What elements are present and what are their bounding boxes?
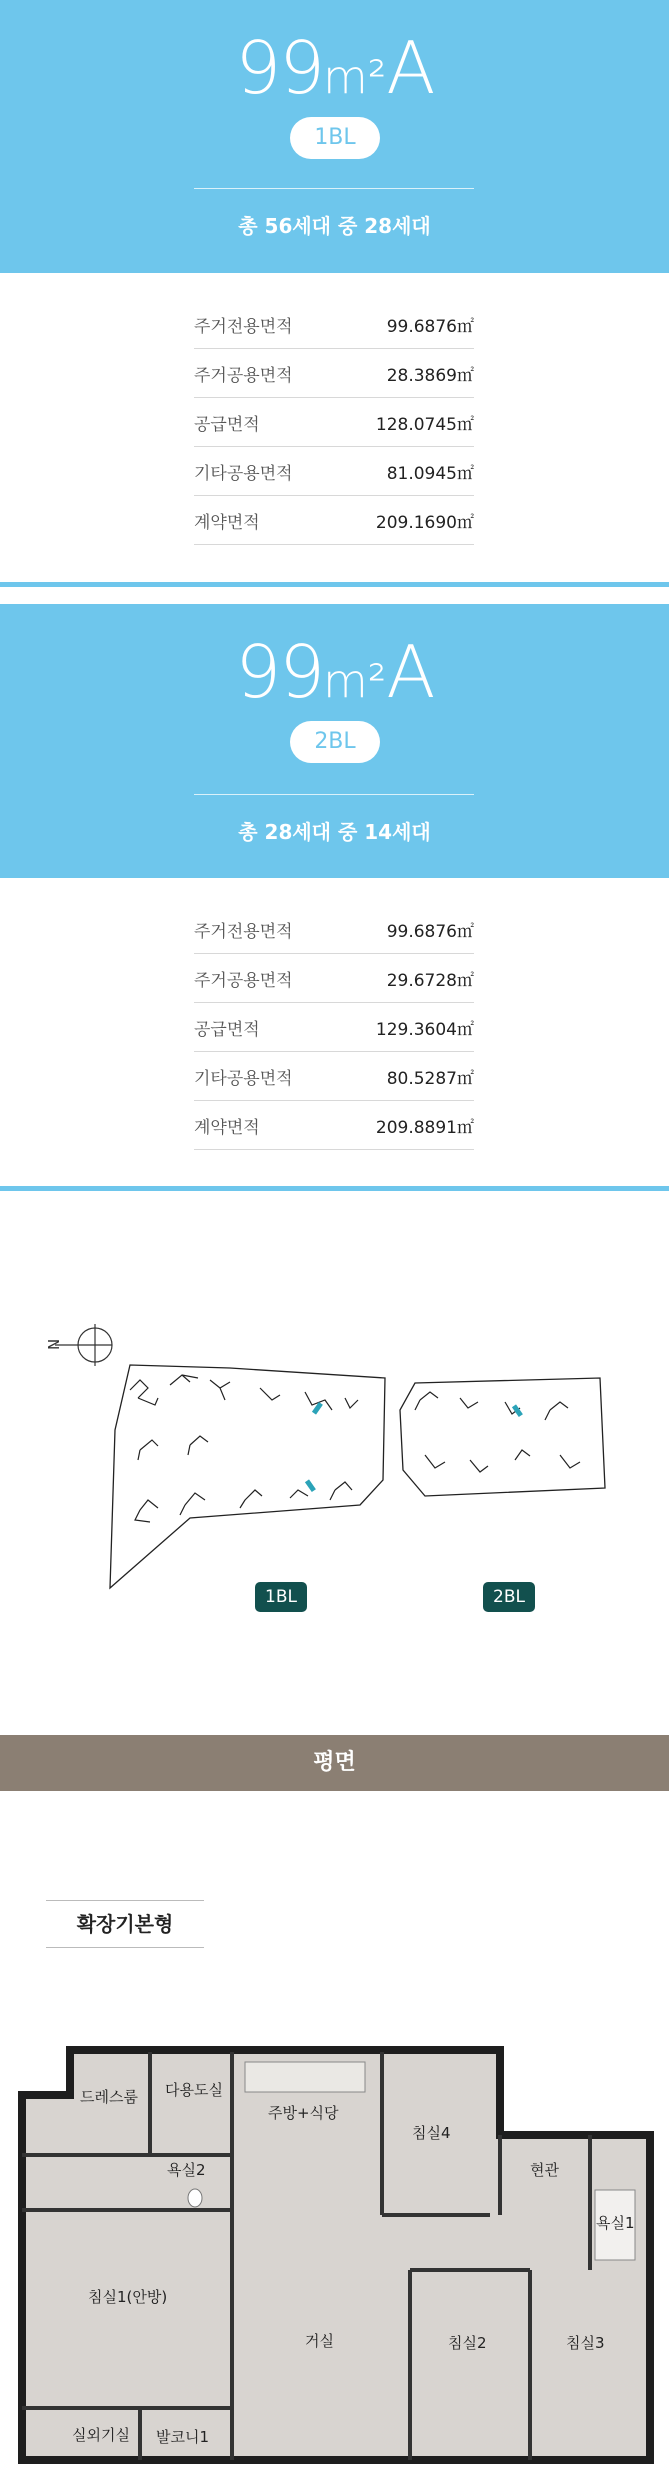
block-badge: 2BL [290,721,380,763]
area-label: 계약면적 [194,512,260,533]
plan-type-label: 확장기본형 [46,1900,204,1948]
area-value: 99.6876㎡ [386,316,474,337]
area-value: 99.6876㎡ [386,921,474,942]
area-label: 공급면적 [194,1019,260,1040]
area-table-2bl [194,905,474,1150]
section-divider [0,1186,669,1191]
unit-size-unit: m² [323,654,387,708]
block-2bl-boundary [400,1378,605,1496]
block-1bl-boundary [110,1365,385,1588]
area-label: 기타공용면적 [194,463,293,484]
highlighted-unit-1bl-bottom [305,1479,316,1492]
area-row [194,905,474,954]
area-label: 공급면적 [194,414,260,435]
area-label: 주거공용면적 [194,970,293,991]
unit-size-title [0,630,669,714]
section-divider [0,582,669,587]
room-label-kitchen: 주방+식당 [268,2104,339,2122]
unit-size-number: 99 [235,630,324,714]
area-row [194,954,474,1003]
households-text: 총 28세대 중 14세대 [238,820,431,844]
room-label-bedroom4: 침실4 [412,2124,451,2142]
compass-label: N [45,1338,63,1350]
area-row [194,398,474,447]
area-value: 209.1690㎡ [375,512,474,533]
unit-header-2bl [0,604,669,878]
households-text: 총 56세대 중 28세대 [238,214,431,238]
area-label: 기타공용면적 [194,1068,293,1089]
header-divider [194,188,474,189]
area-value: 81.0945㎡ [386,463,474,484]
compass-icon [45,1324,112,1366]
area-value: 80.5287㎡ [386,1068,474,1089]
area-value: 209.8891㎡ [375,1117,474,1138]
site-map [40,1310,640,1630]
area-row [194,300,474,349]
room-label-utility: 다용도실 [165,2081,223,2099]
area-value: 29.6728㎡ [386,970,474,991]
area-label: 주거전용면적 [194,921,293,942]
area-row [194,349,474,398]
area-value: 128.0745㎡ [375,414,474,435]
room-label-bath1: 욕실1 [596,2214,635,2232]
unit-size-number: 99 [235,26,324,110]
kitchen-counter [245,2062,365,2092]
area-value: 28.3869㎡ [386,365,474,386]
room-label-outdoor: 실외기실 [72,2426,130,2444]
floor-plan [0,2040,669,2475]
highlighted-unit-2bl [512,1404,523,1417]
block-tag-1bl: 1BL [255,1582,307,1612]
unit-size-unit: m² [323,50,387,104]
area-label: 주거공용면적 [194,365,293,386]
room-label-bedroom3: 침실3 [566,2334,605,2352]
area-row [194,1052,474,1101]
area-row [194,1101,474,1150]
room-label-bedroom2: 침실2 [448,2334,487,2352]
building-group-1bl [130,1375,358,1522]
area-label: 주거전용면적 [194,316,293,337]
room-label-dress: 드레스룸 [80,2088,138,2106]
unit-type-letter: A [386,630,434,714]
room-label-balcony1: 발코니1 [156,2428,210,2446]
area-row [194,496,474,545]
room-label-living: 거실 [305,2332,334,2350]
room-label-bath2: 욕실2 [167,2161,206,2179]
header-divider [194,794,474,795]
unit-size-title [0,26,669,110]
toilet-icon [188,2189,202,2207]
area-row [194,1003,474,1052]
building-group-2bl [415,1392,580,1472]
block-badge: 1BL [290,117,380,159]
unit-type-letter: A [386,26,434,110]
area-label: 계약면적 [194,1117,260,1138]
area-value: 129.3604㎡ [375,1019,474,1040]
area-table-1bl [194,300,474,545]
area-row [194,447,474,496]
block-tag-2bl: 2BL [483,1582,535,1612]
room-label-entrance: 현관 [530,2161,559,2179]
unit-header-1bl [0,0,669,273]
room-label-bedroom1: 침실1(안방) [88,2288,168,2306]
section-title-bar: 평면 [0,1735,669,1791]
